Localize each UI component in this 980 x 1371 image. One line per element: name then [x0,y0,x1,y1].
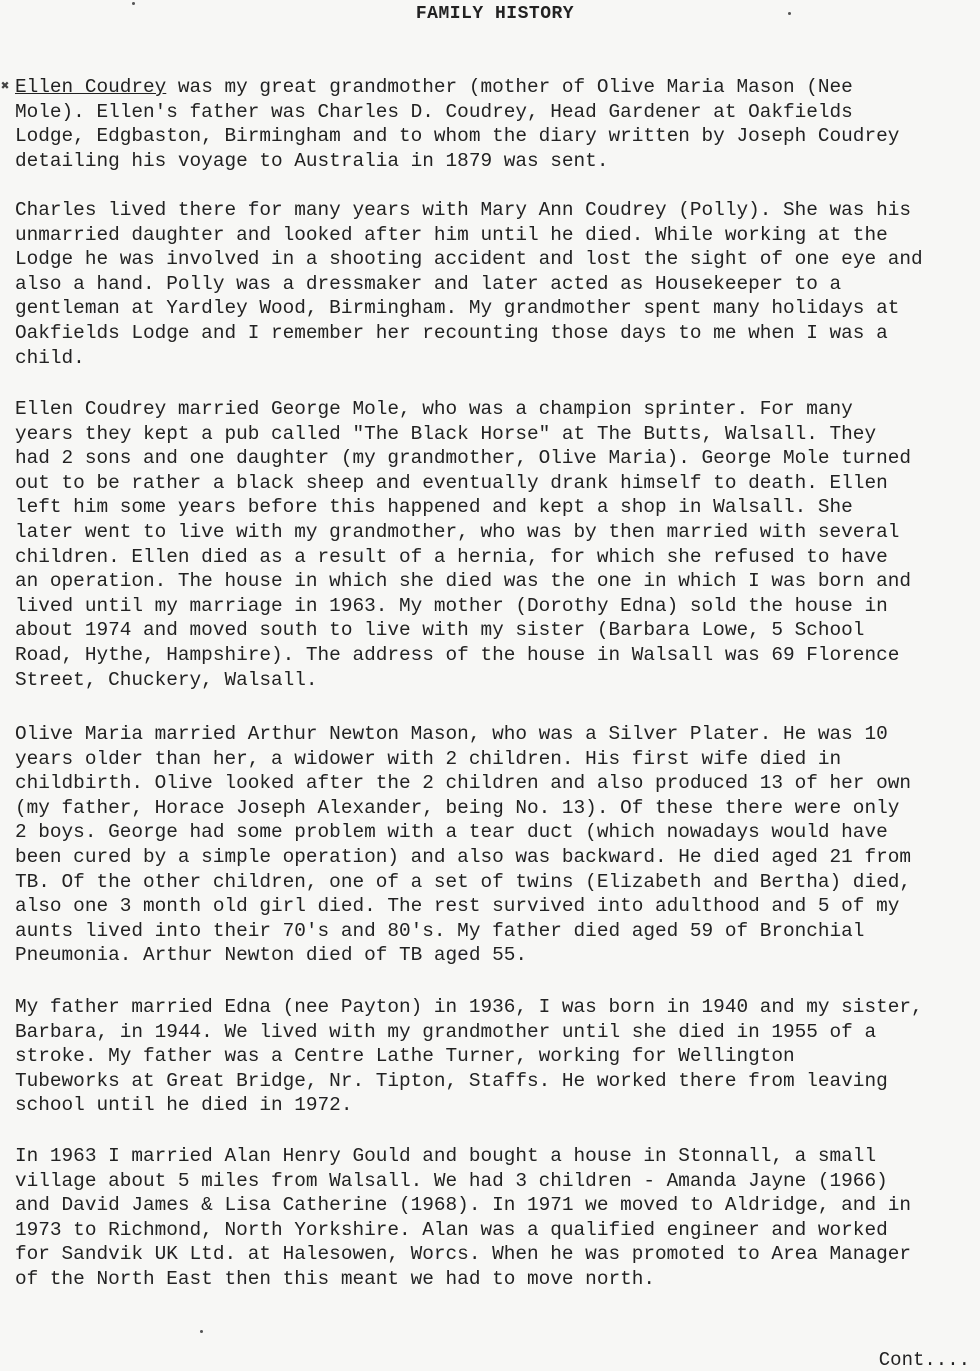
text-line: Pneumonia. Arthur Newton died of TB aged 55. [15,944,527,967]
text-line: Road, Hythe, Hampshire). The address of the house in Walsall was 69 Florence [15,643,900,666]
paragraph-3 [15,397,975,692]
text-line: Oakfields Lodge and I remember her recounting those days to me when I was a [15,321,888,344]
text-line: stroke. My father was a Centre Lathe Turner, working for Wellington [15,1045,795,1068]
text-line: also a hand. Polly was a dressmaker and later acted as Housekeeper to a [15,272,842,295]
text-line: about 1974 and moved south to live with my sister (Barbara Lowe, 5 School [15,619,865,642]
text-line: Street, Chuckery, Walsall. [15,668,318,691]
text-line: school until he died in 1972. [15,1094,353,1117]
text-line: of the North East then this meant we had to move north. [15,1267,655,1290]
text-line: unmarried daughter and looked after him until he died. While working at the [15,223,888,246]
paragraph-1 [15,75,975,173]
line-rest: was my great grandmother (mother of Olive Maria Mason (Nee [166,76,853,98]
text-line: gentleman at Yardley Wood, Birmingham. My grandmother spent many holidays at [15,297,900,320]
text-line: My father married Edna (nee Payton) in 1936, I was born in 1940 and my sister, [15,996,923,1018]
text-line: village about 5 miles from Walsall. We had 3 children - Amanda Jayne (1966) [15,1169,888,1192]
text-line: (my father, Horace Joseph Alexander, being No. 13). Of these there were only [15,796,900,819]
text-line: for Sandvik UK Ltd. at Halesowen, Worcs. When he was promoted to Area Manager [15,1243,911,1266]
text-line: been cured by a simple operation) and also was backward. He died aged 21 from [15,845,911,868]
paragraph-2 [15,198,975,370]
text-line: Olive Maria married Arthur Newton Mason, who was a Silver Plater. He was 10 [15,723,888,745]
margin-mark: ✖ [1,79,10,95]
text-line: detailing his voyage to Australia in 1879 was sent. [15,149,609,172]
text-line: left him some years before this happened and kept a shop in Walsall. She [15,496,853,519]
text-line: Lodge he was involved in a shooting accident and lost the sight of one eye and [15,248,923,271]
paragraph-6 [15,1144,975,1292]
text-line: childbirth. Olive looked after the 2 children and also produced 13 of her own [15,772,911,795]
text-line: had 2 sons and one daughter (my grandmother, Olive Maria). George Mole turned [15,447,911,470]
text-line: years they kept a pub called "The Black Horse" at The Butts, Walsall. They [15,422,877,445]
text-line: Charles lived there for many years with Mary Ann Coudrey (Polly). She was his [15,199,911,221]
text-line: child. [15,346,85,369]
text-line: Barbara, in 1944. We lived with my grandmother until she died in 1955 of a [15,1020,877,1043]
text-line: out to be rather a black sheep and eventually drank himself to death. Ellen [15,471,888,494]
text-line: TB. Of the other children, one of a set of twins (Elizabeth and Bertha) died, [15,870,911,893]
continuation-note: Cont.... [878,1349,970,1371]
text-line: 2 boys. George had some problem with a tear duct (which nowadays would have [15,821,888,844]
text-line: lived until my marriage in 1963. My mother (Dorothy Edna) sold the house in [15,594,888,617]
underlined-name: Ellen Coudrey [15,76,167,98]
text-line: years older than her, a widower with 2 children. His first wife died in [15,747,842,770]
text-line: children. Ellen died as a result of a hernia, for which she refused to have [15,545,888,568]
text-line: and David James & Lisa Catherine (1968). In 1971 we moved to Aldridge, and in [15,1194,911,1217]
text-line: also one 3 month old girl died. The rest survived into adulthood and 5 of my [15,895,900,918]
text-line: 1973 to Richmond, North Yorkshire. Alan was a qualified engineer and worked [15,1218,888,1241]
text-line: Mole). Ellen's father was Charles D. Coudrey, Head Gardener at Oakfields [15,100,853,123]
text-line: Lodge, Edgbaston, Birmingham and to whom the diary written by Joseph Coudrey [15,125,900,148]
text-line: Tubeworks at Great Bridge, Nr. Tipton, Staffs. He worked there from leaving [15,1069,888,1092]
text-line: an operation. The house in which she died was the one in which I was born and [15,570,911,593]
text-line: aunts lived into their 70's and 80's. My father died aged 59 of Bronchial [15,919,865,942]
text-line: In 1963 I married Alan Henry Gould and bought a house in Stonnall, a small [15,1145,877,1167]
paragraph-4 [15,722,975,968]
paragraph-5 [15,995,975,1118]
text-line: later went to live with my grandmother, who was by then married with several [15,520,900,543]
text-line: Ellen Coudrey married George Mole, who was a champion sprinter. For many [15,398,853,420]
text-line [15,75,975,100]
speck-mark [200,1330,203,1333]
page-title: FAMILY HISTORY [415,4,575,24]
